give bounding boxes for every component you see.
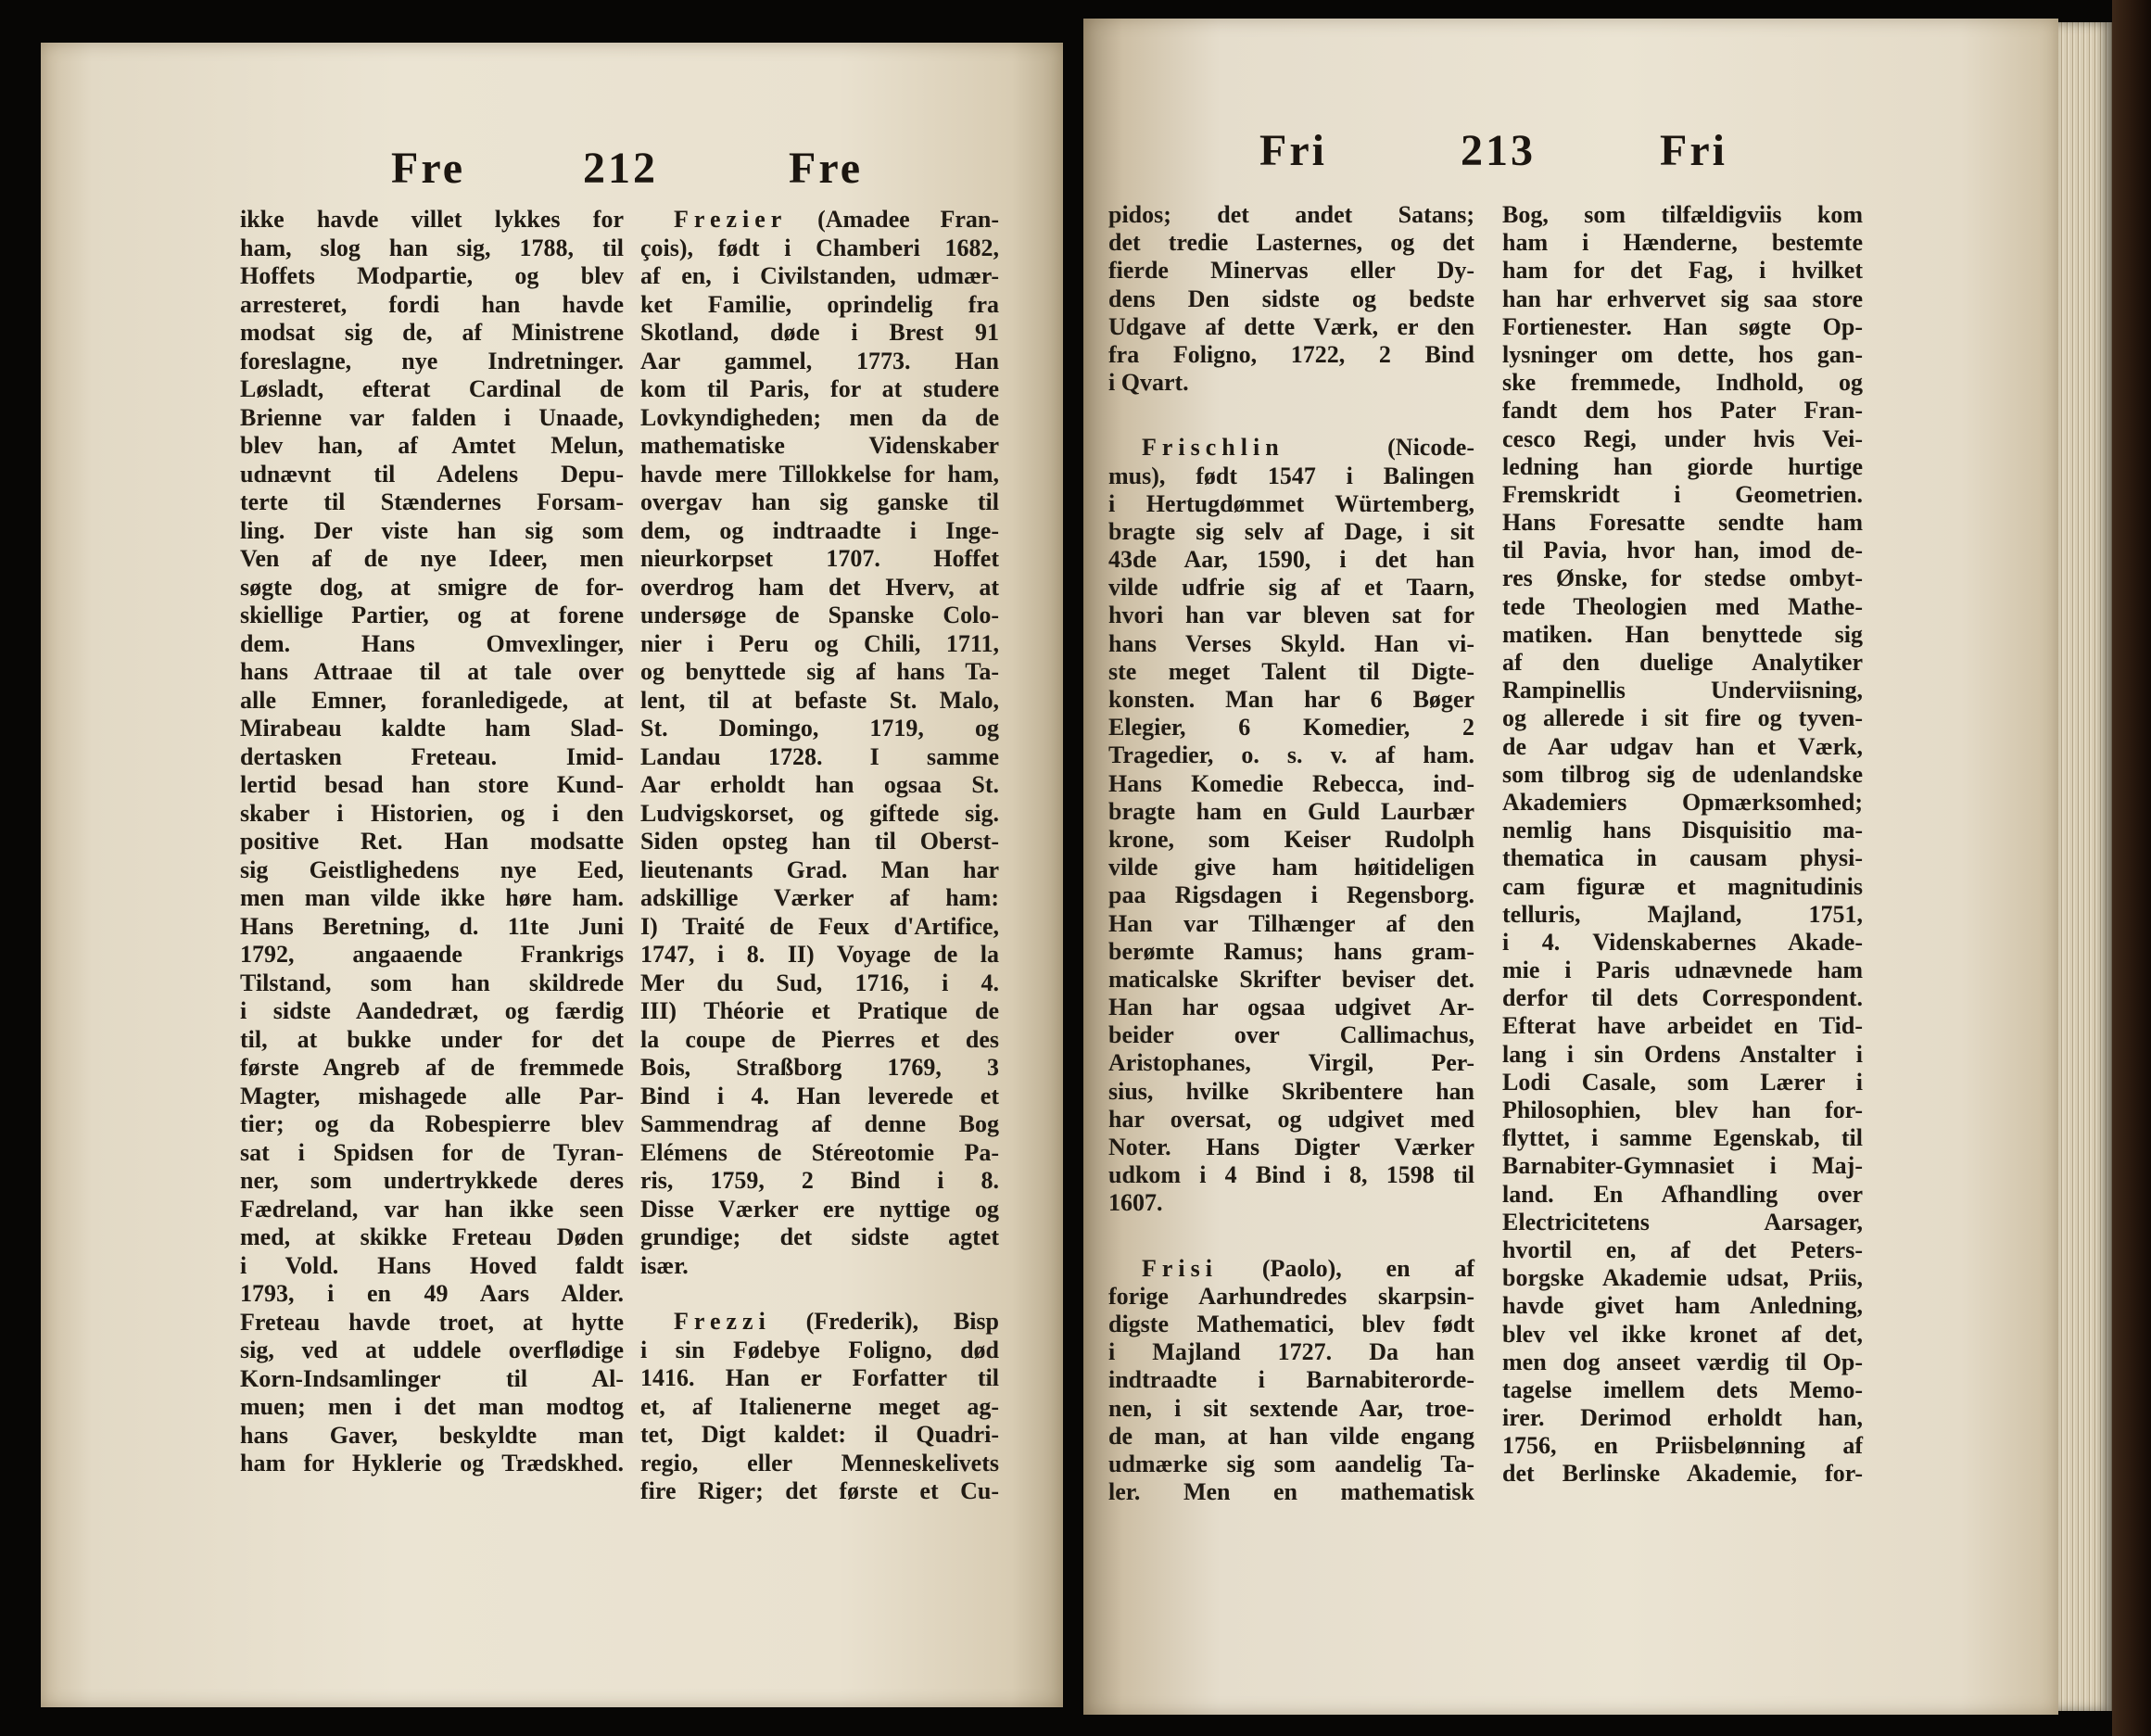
text-line: Siden opsteg han til Oberst- — [640, 828, 999, 855]
line-text: (Nicode- — [1387, 434, 1474, 462]
dictionary-entry — [1108, 201, 1474, 397]
text-line: pidos; det andet Satans; — [1108, 201, 1474, 228]
text-line: og allerede i sit fire og tyven- — [1502, 704, 1863, 732]
text-line: Aristophanes, Virgil, Per- — [1108, 1049, 1474, 1077]
text-line: Tragedier, o. s. v. af ham. — [1108, 741, 1474, 769]
text-line: Hans Komedie Rebecca, ind- — [1108, 769, 1474, 797]
text-line: Aar gammel, 1773. Han — [640, 347, 999, 374]
line-text: (Paolo), en af — [1261, 1254, 1474, 1282]
dictionary-entry — [1502, 201, 1863, 1489]
text-column-left-1 — [240, 206, 624, 1478]
text-line: 43de Aar, 1590, i det han — [1108, 546, 1474, 574]
text-line: udnævnt til Adelens Depu- — [240, 460, 624, 488]
text-line: blev vel ikke kronet af det, — [1502, 1320, 1863, 1348]
text-line: hans Verses Skyld. Han vi- — [1108, 629, 1474, 657]
text-line: i Vold. Hans Hoved faldt — [240, 1251, 624, 1279]
text-line: ste meget Talent til Digte- — [1108, 657, 1474, 685]
text-line — [1108, 434, 1474, 462]
text-line: Akademiers Opmærksomhed; — [1502, 788, 1863, 816]
text-line: Ludvigskorset, og giftede sig. — [640, 799, 999, 827]
headword: Frezzi — [674, 1308, 771, 1335]
text-line: ham for det Fag, i hvilket — [1502, 257, 1863, 285]
text-line: vilde give ham høitideligen — [1108, 854, 1474, 881]
text-line: digste Mathematici, blev født — [1108, 1310, 1474, 1337]
text-line: undersøge de Spanske Colo- — [640, 602, 999, 628]
text-line: telluris, Majland, 1751, — [1502, 900, 1863, 928]
text-line: Fortienester. Han søgte Op- — [1502, 312, 1863, 340]
text-line: af den duelige Analytiker — [1502, 649, 1863, 676]
text-line: sat i Spidsen for de Tyran- — [240, 1138, 624, 1166]
text-line: Bog, som tilfældigviis kom — [1502, 201, 1863, 228]
text-line: 1756, en Priisbelønning af — [1502, 1432, 1863, 1460]
text-line: adskillige Værker af ham: — [640, 884, 999, 911]
text-line: çois), født i Chamberi 1682, — [640, 234, 999, 261]
dictionary-entry — [240, 206, 624, 1478]
text-line: i Qvart. — [1108, 369, 1189, 397]
dictionary-entry — [640, 1308, 999, 1506]
text-line: dertasken Freteau. Imid- — [240, 742, 624, 770]
text-line: III) Théorie et Pratique de — [640, 997, 999, 1024]
text-line: sius, hvilke Skribentere han — [1108, 1077, 1474, 1105]
text-line: borgske Akademie udsat, Priis, — [1502, 1264, 1863, 1292]
text-line: lang i sin Ordens Anstalter i — [1502, 1040, 1863, 1068]
running-head-left: Fri — [1259, 126, 1327, 175]
dictionary-entry — [1108, 434, 1474, 1217]
text-line: udmærke sig som aandelig Ta- — [1108, 1450, 1474, 1477]
dictionary-entry — [1108, 1255, 1474, 1507]
text-line: de man, at han vilde engang — [1108, 1422, 1474, 1450]
text-line: lieutenants Grad. Man har — [640, 855, 999, 883]
text-line: det tredie Lasternes, og det — [1108, 229, 1474, 257]
text-line: St. Domingo, 1719, og — [640, 715, 999, 741]
text-line: Sammendrag af denne Bog — [640, 1110, 999, 1137]
text-line: Brienne var falden i Unaade, — [240, 403, 624, 431]
text-line: 1792, angaaende Frankrigs — [240, 941, 624, 968]
text-column-right-2 — [1502, 201, 1863, 1489]
text-line: positive Ret. Han modsatte — [240, 828, 624, 855]
line-text: (Amadee Fran- — [817, 206, 999, 233]
text-line: men dog anseet værdig til Op- — [1502, 1348, 1863, 1375]
text-line: ket Familie, oprindelig fra — [640, 290, 999, 318]
text-line: la coupe de Pierres et des — [640, 1025, 999, 1053]
text-line: nieurkorpset 1707. Hoffet — [640, 545, 999, 572]
text-line: af en, i Civilstanden, udmær- — [640, 262, 999, 289]
running-head-left: Fre — [391, 144, 466, 193]
text-line: muen; men i det man modtog — [240, 1393, 624, 1420]
text-line: men man vilde ikke høre ham. — [240, 884, 624, 911]
text-line: Rampinellis Underviisning, — [1502, 677, 1863, 704]
text-line: fire Riger; det første et Cu- — [640, 1477, 999, 1504]
text-line: og benyttede sig af hans Ta- — [640, 658, 999, 685]
text-line: ling. Der viste han sig som — [240, 516, 624, 544]
text-line: ler. Men en mathematisk — [1108, 1478, 1474, 1506]
text-line: paa Rigsdagen i Regensborg. — [1108, 881, 1474, 909]
text-line: første Angreb af de fremmede — [240, 1054, 624, 1081]
running-head-right: Fri — [1660, 126, 1727, 175]
text-line: Elegier, 6 Komedier, 2 — [1108, 714, 1474, 741]
text-line: Fædreland, var han ikke seen — [240, 1195, 624, 1223]
text-line: til Pavia, hvor han, imod de- — [1502, 537, 1863, 564]
text-line: dem, og indtraadte i Inge- — [640, 516, 999, 544]
dictionary-entry — [640, 206, 999, 1280]
text-line: cesco Regi, under hvis Vei- — [1502, 424, 1863, 452]
text-line: til, at bukke under for det — [240, 1025, 624, 1053]
text-line: ner, som undertrykkede deres — [240, 1167, 624, 1194]
text-line: i Hertugdømmet Würtemberg, — [1108, 489, 1474, 517]
text-line: dens Den sidste og bedste — [1108, 285, 1474, 312]
headword: Frischlin — [1142, 434, 1284, 462]
text-line: Disse Værker ere nyttige og — [640, 1195, 999, 1223]
text-line: Fremskridt i Geometrien. — [1502, 480, 1863, 508]
text-line: 1747, i 8. II) Voyage de la — [640, 941, 999, 968]
text-line: irer. Derimod erholdt han, — [1502, 1404, 1863, 1432]
text-line: har oversat, og udgivet med — [1108, 1105, 1474, 1133]
text-line: ske fremmede, Indhold, og — [1502, 369, 1863, 397]
text-line: Efterat have arbeidet en Tid- — [1502, 1012, 1863, 1040]
text-line: Lovkyndigheden; men da de — [640, 403, 999, 431]
text-line: grundige; det sidste agtet — [640, 1223, 999, 1250]
text-line: matiken. Han benyttede sig — [1502, 620, 1863, 648]
text-line: terte til Stændernes Forsam- — [240, 488, 624, 515]
text-line: overgav han sig ganske til — [640, 488, 999, 515]
text-line: sig Geistlighedens nye Eed, — [240, 855, 624, 883]
text-line: havde givet ham Anledning, — [1502, 1292, 1863, 1320]
text-line: overdrog ham det Hverv, at — [640, 573, 999, 601]
text-line: ikke havde villet lykkes for — [240, 206, 624, 233]
text-line: Tilstand, som han skildrede — [240, 969, 624, 996]
text-line: 1793, i en 49 Aars Alder. — [240, 1280, 624, 1307]
text-line: bragte sig selv af Dage, i sit — [1108, 517, 1474, 545]
text-line: Philosophien, blev han for- — [1502, 1096, 1863, 1123]
text-line: hvori han var bleven sat for — [1108, 602, 1474, 629]
text-line: land. En Afhandling over — [1502, 1180, 1863, 1208]
text-line: konsten. Man har 6 Bøger — [1108, 686, 1474, 713]
text-line: i sidste Aandedræt, og færdig — [240, 997, 624, 1024]
text-line: thematica in causam physi- — [1502, 844, 1863, 872]
text-line: berømte Ramus; hans gram- — [1108, 937, 1474, 965]
text-line: Skotland, døde i Brest 91 — [640, 319, 999, 346]
text-line: nen, i sit sextende Aar, troe- — [1108, 1394, 1474, 1422]
page-number: 213 — [1461, 126, 1536, 175]
text-line: tier; og da Robespierre blev — [240, 1110, 624, 1137]
text-line: arresteret, fordi han havde — [240, 290, 624, 318]
text-line: især. — [640, 1251, 689, 1279]
text-line: Hans Foresatte sendte ham — [1502, 509, 1863, 537]
text-line: hvortil en, af det Peters- — [1502, 1235, 1863, 1263]
text-line: i 4. Videnskabernes Akade- — [1502, 928, 1863, 956]
text-line: tede Theologien med Mathe- — [1502, 592, 1863, 620]
text-line: maticalske Skrifter beviser det. — [1108, 965, 1474, 993]
text-line: lent, til at befaste St. Malo, — [640, 686, 999, 714]
text-line: han har erhvervet sig saa store — [1502, 285, 1863, 312]
text-line: 1607. — [1108, 1189, 1163, 1217]
text-line: Udgave af dette Værk, er den — [1108, 312, 1474, 340]
text-line: flyttet, i samme Egenskab, til — [1502, 1124, 1863, 1152]
text-line: Bois, Straßborg 1769, 3 — [640, 1054, 999, 1081]
headword: Frezier — [674, 206, 788, 233]
text-line: blev han, af Amtet Melun, — [240, 432, 624, 459]
book-cover-edge — [2112, 0, 2151, 1736]
text-line: Mirabeau kaldte ham Slad- — [240, 715, 624, 741]
text-line: skaber i Historien, og i den — [240, 799, 624, 827]
text-line: ham, slog han sig, 1788, til — [240, 234, 624, 261]
text-line: I) Traité de Feux d'Artifice, — [640, 912, 999, 940]
text-line: Freteau havde troet, at hytte — [240, 1308, 624, 1336]
text-line: ris, 1759, 2 Bind i 8. — [640, 1167, 999, 1194]
text-line: med, at skikke Freteau Døden — [240, 1223, 624, 1250]
page-number: 212 — [583, 144, 658, 193]
text-line: Bind i 4. Han leverede et — [640, 1082, 999, 1109]
text-line: fandt dem hos Pater Fran- — [1502, 397, 1863, 424]
text-line: sig, ved at uddele overflødige — [240, 1337, 624, 1363]
text-line: Hoffets Modpartie, og blev — [240, 262, 624, 289]
text-column-right-1 — [1108, 201, 1474, 1506]
text-line: mie i Paris udnævnede ham — [1502, 957, 1863, 984]
running-head-right: Fre — [789, 144, 864, 193]
text-column-left-2 — [640, 206, 999, 1506]
text-line — [1108, 1255, 1474, 1283]
text-line: modsat sig de, af Ministrene — [240, 319, 624, 346]
text-line: Magter, mishagede alle Par- — [240, 1082, 624, 1109]
text-line: foreslagne, nye Indretninger. — [240, 347, 624, 374]
text-line: hans Attraae til at tale over — [240, 658, 624, 685]
text-line: ham i Hænderne, bestemte — [1502, 229, 1863, 257]
text-line: Ven af de nye Ideer, men — [240, 545, 624, 572]
text-line: hans Gaver, beskyldte man — [240, 1421, 624, 1449]
text-line: nier i Peru og Chili, 1711, — [640, 629, 999, 657]
text-line: Korn-Indsamlinger til Al- — [240, 1364, 624, 1392]
text-line: beider over Callimachus, — [1108, 1021, 1474, 1049]
text-line: Aar erholdt han ogsaa St. — [640, 771, 999, 798]
text-line: Han var Tilhænger af den — [1108, 909, 1474, 937]
text-line: søgte dog, at smigre de for- — [240, 573, 624, 601]
text-line: skiellige Partier, og at forene — [240, 602, 624, 628]
text-line: indtraadte i Barnabiterorde- — [1108, 1366, 1474, 1394]
text-line: havde mere Tillokkelse for ham, — [640, 460, 999, 488]
text-line: ledning han giorde hurtige — [1502, 452, 1863, 480]
page-edges — [2058, 22, 2112, 1711]
text-line: som tilbrog sig de udenlandske — [1502, 760, 1863, 788]
text-line: Hans Beretning, d. 11te Juni — [240, 912, 624, 940]
text-line: Elémens de Stéreotomie Pa- — [640, 1138, 999, 1166]
text-line: tet, Digt kaldet: il Quadri- — [640, 1421, 999, 1448]
text-line: et, af Italienerne meget ag- — [640, 1392, 999, 1420]
text-line: alle Emner, foranledigede, at — [240, 686, 624, 714]
text-line: bragte ham en Guld Laurbær — [1108, 797, 1474, 825]
text-line: lysninger om dette, hos gan- — [1502, 340, 1863, 368]
line-text: (Frederik), Bisp — [805, 1308, 999, 1335]
text-line: nemlig hans Disquisitio ma- — [1502, 817, 1863, 844]
text-line: 1416. Han er Forfatter til — [640, 1364, 999, 1391]
text-line: tagelse imellem dets Memo- — [1502, 1375, 1863, 1403]
text-line: kom til Paris, for at studere — [640, 375, 999, 402]
text-line: res Ønske, for stedse ombyt- — [1502, 564, 1863, 592]
text-line: fierde Minervas eller Dy- — [1108, 257, 1474, 285]
text-line: lertid besad han store Kund- — [240, 771, 624, 798]
text-line: regio, eller Menneskelivets — [640, 1449, 999, 1476]
text-line: forige Aarhundredes skarpsin- — [1108, 1282, 1474, 1310]
text-line: krone, som Keiser Rudolph — [1108, 825, 1474, 853]
text-line: Landau 1728. I samme — [640, 742, 999, 770]
text-line: de Aar udgav han et Værk, — [1502, 732, 1863, 760]
text-line: vilde udfrie sig af et Taarn, — [1108, 574, 1474, 602]
text-line: fra Foligno, 1722, 2 Bind — [1108, 340, 1474, 368]
text-line: Noter. Hans Digter Værker — [1108, 1134, 1474, 1160]
text-line: i sin Fødebye Foligno, død — [640, 1336, 999, 1363]
text-line: ham for Hyklerie og Trædskhed. — [240, 1450, 624, 1476]
headword: Frisi — [1142, 1254, 1218, 1282]
text-line — [640, 1308, 999, 1337]
text-line: Mer du Sud, 1716, i 4. — [640, 969, 999, 996]
text-line: cam figuræ et magnitudinis — [1502, 872, 1863, 900]
text-line: i Majland 1727. Da han — [1108, 1338, 1474, 1366]
text-line: Barnabiter-Gymnasiet i Maj- — [1502, 1152, 1863, 1180]
text-line: Electricitetens Aarsager, — [1502, 1208, 1863, 1235]
text-line: mathematiske Videnskaber — [640, 432, 999, 459]
text-line: udkom i 4 Bind i 8, 1598 til — [1108, 1161, 1474, 1189]
text-line: mus), født 1547 i Balingen — [1108, 462, 1474, 489]
text-line: Lodi Casale, som Lærer i — [1502, 1068, 1863, 1096]
text-line: derfor til dets Correspondent. — [1502, 984, 1863, 1012]
text-line: dem. Hans Omvexlinger, — [240, 629, 624, 657]
text-line: Løsladt, efterat Cardinal de — [240, 375, 624, 402]
text-line: Han har ogsaa udgivet Ar- — [1108, 994, 1474, 1021]
text-line — [640, 206, 999, 234]
text-line: det Berlinske Akademie, for- — [1502, 1460, 1863, 1488]
